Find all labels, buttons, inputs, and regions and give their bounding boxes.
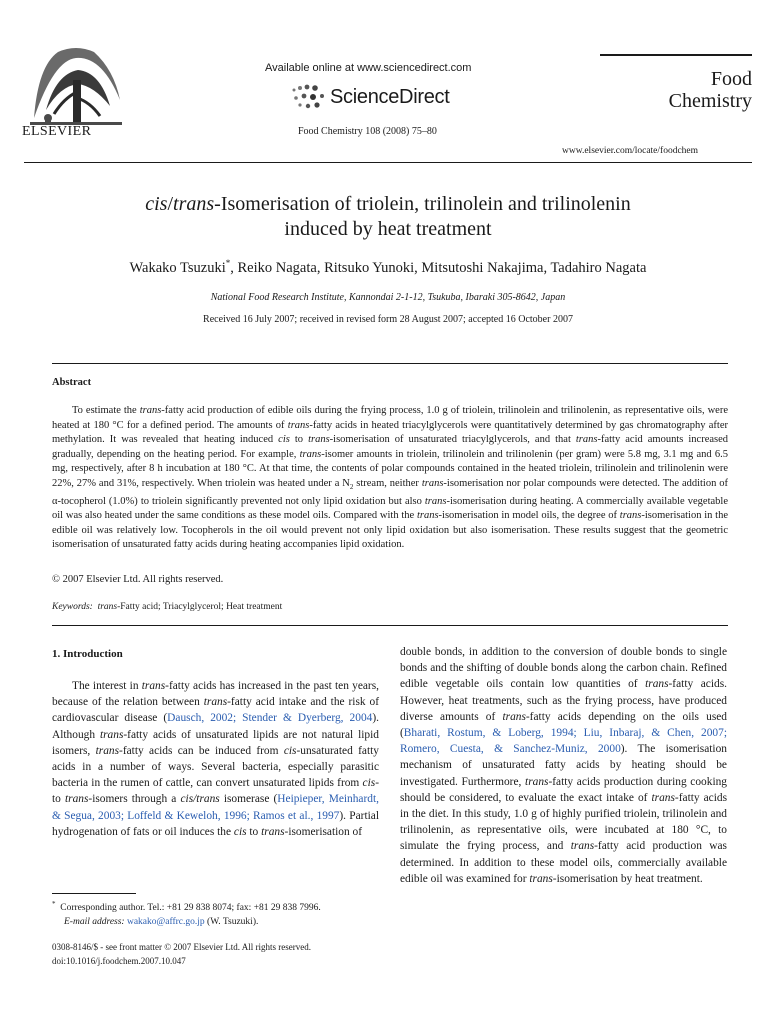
journal-url-link[interactable]: www.elsevier.com/locate/foodchem xyxy=(562,146,699,156)
sciencedirect-wordmark: ScienceDirect xyxy=(330,86,450,108)
article-title-line1 xyxy=(24,192,752,217)
title-slash: / xyxy=(167,193,174,215)
keywords-list: -Fatty acid; Triacylglycerol; Heat treatment xyxy=(117,602,283,612)
abstract-body xyxy=(52,404,728,553)
available-online-text: Available online at www.sciencedirect.com xyxy=(265,62,472,74)
corresponding-footnote xyxy=(52,898,321,929)
intro-paragraph-continued: double bonds, in addition to the conversion of double bonds to single bonds and the shifting of double bonds along the carbon chain. Refined edible vegetable oils contain low quantities of trans-fatty acids. However, heat treatments, such as the frying process, have produced diverse amounts of trans-fatty acids depending on the oils used (Bharati, Rostum, & Loberg, 1994; Liu, Inbaraj, & Chen, 2007; Romero, Cuesta, & Sanchez-Muniz, 2000). The isomerisation mechanism of unsaturated fatty acids by heating should be investigated. Furthermore, trans-fatty acids production during cooking should be considered, to evaluate the exact intake of trans-fatty acids in the diet. In this study, 1.0 g of highly purified triolein, trilinolein and trilinolenin, as representative oils, were incubated at 180 °C, to simulate the frying process, and trans-fatty acid production was determined. In addition to these model oils, commercially available edible oil was examined for trans-isomerisation by heat treatment. xyxy=(400,646,728,885)
intro-paragraph: The interest in trans-fatty acids has increased in the past ten years, because of the relation between trans-fatty acid intake and the risk of cardiovascular disease (Dausch, 2002; Stender & Dyerberg, 2004). Although trans-fatty acids of unsaturated lipids are not natural lipid isomers, trans-fatty acids can be induced from cis-unsaturated fatty acids in a number of ways. Several bacteria, especially parasitic bacteria in the rumen of cattle, can convert unsaturated lipids from cis- to trans-isomers through a cis/trans isomerase (Heipieper, Meinhardt, & Segua, 2003; Loffeld & Keweloh, 1996; Ramos et al., 1997). Partial hydrogenation of fats or oil induces the cis to trans-isomerisation of xyxy=(52,680,380,838)
abstract-heading: Abstract xyxy=(52,377,92,388)
keyword-trans: trans xyxy=(97,602,118,612)
corresponding-mark[interactable]: * xyxy=(225,258,231,268)
footnote-corresponding xyxy=(52,898,321,916)
title-cis: cis xyxy=(145,193,168,215)
header-divider xyxy=(24,162,752,163)
title-rest: -Isomerisation of triolein, trilinolein and trilinolenin xyxy=(214,193,631,215)
journal-title xyxy=(600,68,752,112)
author-list xyxy=(24,258,752,277)
front-matter xyxy=(52,941,311,968)
footnote-email xyxy=(52,916,321,930)
article-title-line2: induced by heat treatment xyxy=(284,218,492,240)
keywords-label: Keywords: xyxy=(52,602,93,612)
footnote-contact: Corresponding author. Tel.: +81 29 838 8074; fax: +81 29 838 7996. xyxy=(60,903,321,914)
journal-title-rule xyxy=(600,54,752,56)
journal-title-line2: Chemistry xyxy=(668,90,752,112)
author-corresponding: Wakako Tsuzuki xyxy=(129,259,226,276)
journal-reference: Food Chemistry 108 (2008) 75–80 xyxy=(298,126,437,137)
journal-title-box xyxy=(600,54,752,112)
abstract-copyright: © 2007 Elsevier Ltd. All rights reserved. xyxy=(52,574,224,585)
footnote-mark: * xyxy=(52,900,56,908)
citation-link[interactable]: Heipieper, Meinhardt, & Segua, 2003; Loffeld & Keweloh, 1996; Ramos et al., 1997 xyxy=(52,793,379,822)
issn-line: 0308-8146/$ - see front matter © 2007 Elsevier Ltd. All rights reserved. xyxy=(52,942,312,952)
sciencedirect-dots-icon xyxy=(288,82,328,112)
right-column xyxy=(400,644,727,887)
keywords xyxy=(52,602,282,612)
author-others: , Reiko Nagata, Ritsuko Yunoki, Mitsutoshi Nakajima, Tadahiro Nagata xyxy=(230,259,647,276)
email-owner: (W. Tsuzuki). xyxy=(204,916,259,927)
left-column xyxy=(52,678,379,840)
abstract-top-rule xyxy=(52,363,728,364)
section-heading-introduction: 1. Introduction xyxy=(52,648,123,660)
affiliation: National Food Research Institute, Kannondai 2-1-12, Tsukuba, Ibaraki 305-8642, Japan xyxy=(210,292,566,303)
abstract-paragraph: To estimate the trans-fatty acid production of edible oils during the frying process, 1.0 g of triolein, trilinolein and trilinolenin, as representative oils, were heated at 180 °C for a defined period. The amounts of trans-fatty acids in heated triacylglycerols were quantitatively determined by gas chromatography after methylation. It was revealed that heating induced cis to trans-isomerisation of unsaturated triacylglycerols, and that trans-fatty acid amounts increased gradually, depending on the heating period. For example, trans-isomer amounts in triolein, trilinolein and trilinolenin (per gram) were 5.8 mg, 3.1 mg and 6.5 mg, respectively, after 8 h incubation at 180 °C. At that time, the contents of polar compounds contained in the heated triolein, trilinolein and trilinolenin were 22%, 27% and 31%, respectively. When triolein was heated under a $N_2$ stream, neither trans-isomerisation nor polar compounds were detected. The addition of α-tocopherol (1.0%) to triolein significantly prevented not only lipid oxidation but also trans-isomerisation during heating. A commercially available vegetable oil was also heated under the same conditions as these model oils. Compared with the trans-isomerisation in model oils, the degree of trans-isomerisation in the edible oil was relatively low. Tocopherols in the oil would prevent not only lipid oxidation but also isomerisation. These results suggest that the geometric isomerisation of unsaturated fatty acids during heating accompanies lipid oxidation. xyxy=(52,405,729,551)
publisher-name: ELSEVIER xyxy=(22,124,92,139)
abstract-bottom-rule xyxy=(52,625,728,626)
sciencedirect-logo xyxy=(288,82,468,112)
email-link[interactable]: wakako@affrc.go.jp xyxy=(126,916,205,927)
footnote-rule xyxy=(52,893,136,894)
journal-title-line1: Food xyxy=(710,68,752,90)
citation-link[interactable]: Bharati, Rostum, & Loberg, 1994; Liu, Inbaraj, & Chen, 2007; Romero, Cuesta, & Sanchez-Muniz, 2000 xyxy=(400,727,727,756)
article-title xyxy=(24,192,752,242)
doi-line[interactable]: doi:10.1016/j.foodchem.2007.10.047 xyxy=(52,955,186,966)
received-dates: Received 16 July 2007; received in revised form 28 August 2007; accepted 16 October 2007 xyxy=(203,314,573,325)
title-trans: trans xyxy=(173,193,215,215)
citation-link[interactable]: Dausch, 2002; Stender & Dyerberg, 2004 xyxy=(167,712,373,725)
email-label: E-mail address: xyxy=(64,916,125,927)
